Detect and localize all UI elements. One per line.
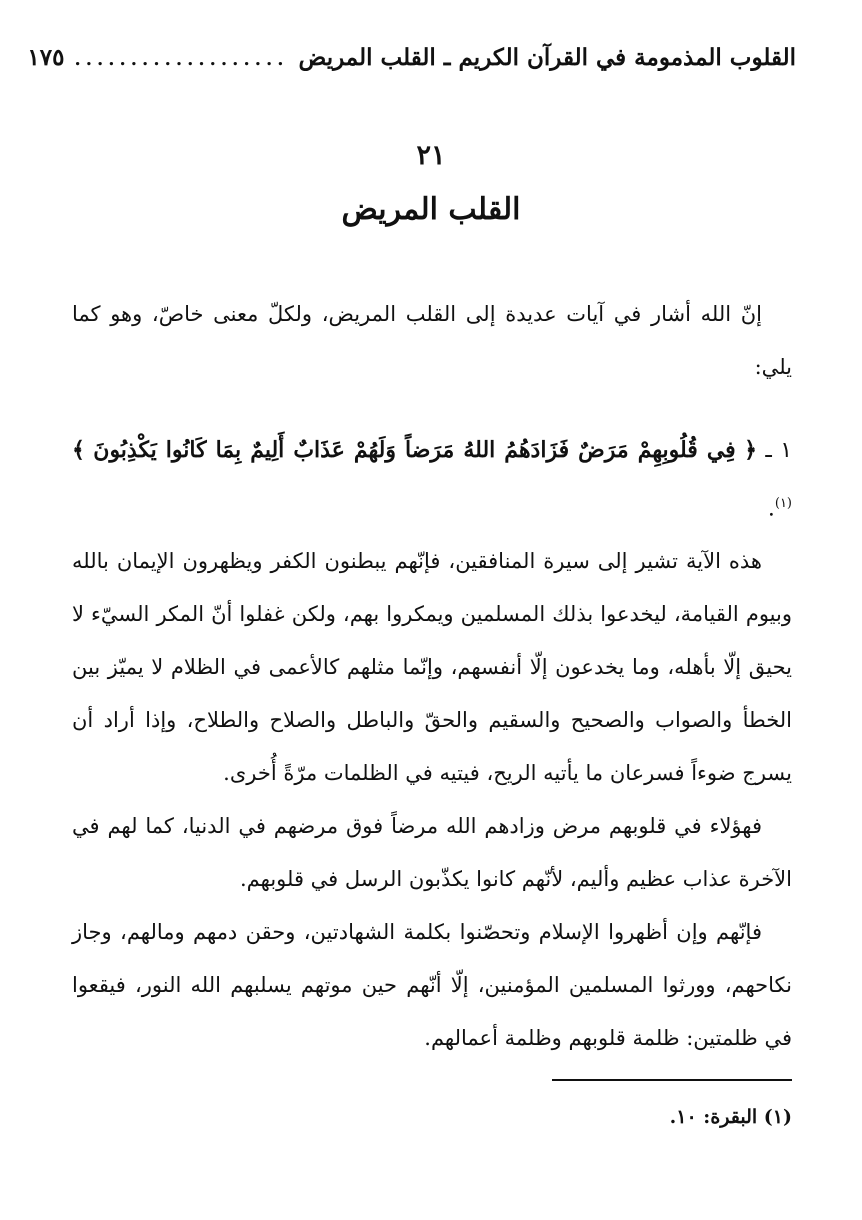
verse-text: فِي قُلُوبِهِمْ مَرَضٌ فَزَادَهُمُ اللهُ مَرَضاً وَلَهُمْ عَذَابٌ أَلِيمٌ بِمَا كَانُوا يَكْذِبُونَ [93,437,736,463]
verse-close-bracket: ﴾ [72,437,85,463]
intro-paragraph: إنّ الله أشار في آيات عديدة إلى القلب المريض، ولكلّ معنى خاصّ، وهو كما يلي: [72,302,792,379]
chapter-number: ٢١ [416,140,446,171]
body-text [72,288,792,1065]
page-number: ١٧٥ [27,44,65,71]
paragraph: فهؤلاء في قلوبهم مرض وزادهم الله مرضاً فوق مرضهم في الدنيا، كما لهم في الآخرة عذاب عظيم وأليم، لأنّهم كانوا يكذّبون الرسل في قلوبهم. [72,814,792,892]
paragraph: هذه الآية تشير إلى سيرة المنافقين، فإنّهم يبطنون الكفر ويظهرون الإيمان بالله وبيوم القيامة، ليخدعوا بذلك المسلمين ويمكروا بهم، ولكن غفلوا أنّ المكر السيّء لا يحيق إلّا بأهله، وما يخدعون إلّا أنفسهم، وإنّما مثلهم كالأعمى في الظلام لا يميّز بين الخطأ والصواب والصحيح والسقيم والحقّ والباطل والصلاح والطلاح، وإذا أراد أن يسرج ضوءاً فسرعان ما يأتيه الريح، فيتيه في الظلمات مرّةً أُخرى. [72,549,792,786]
paragraph: فإنّهم وإن أظهروا الإسلام وتحصّنوا بكلمة الشهادتين، وحقن دمهم ومالهم، وجاز نكاحهم، وورثوا المسلمين المؤمنين، إلّا أنّهم حين موتهم يسلبهم الله النور، فيقعوا في ظلمتين: ظلمة قلوبهم وظلمة أعمالهم. [72,920,792,1051]
footnote-reference: (١) [774,496,792,511]
dot-leader: ................... [74,49,289,70]
footnote: (١) البقرة: ١٠. [669,1106,792,1128]
running-header [27,40,796,76]
verse-end-mark: . [767,496,775,522]
chapter-title: القلب المريض [341,192,521,227]
footnote-divider [552,1079,792,1081]
verse-number: ١ ـ [765,438,793,463]
verse-open-bracket: ﴿ [744,437,757,463]
running-title: القلوب المذمومة في القرآن الكريم ـ القلب المريض [298,44,796,71]
verse-paragraph [72,424,792,535]
